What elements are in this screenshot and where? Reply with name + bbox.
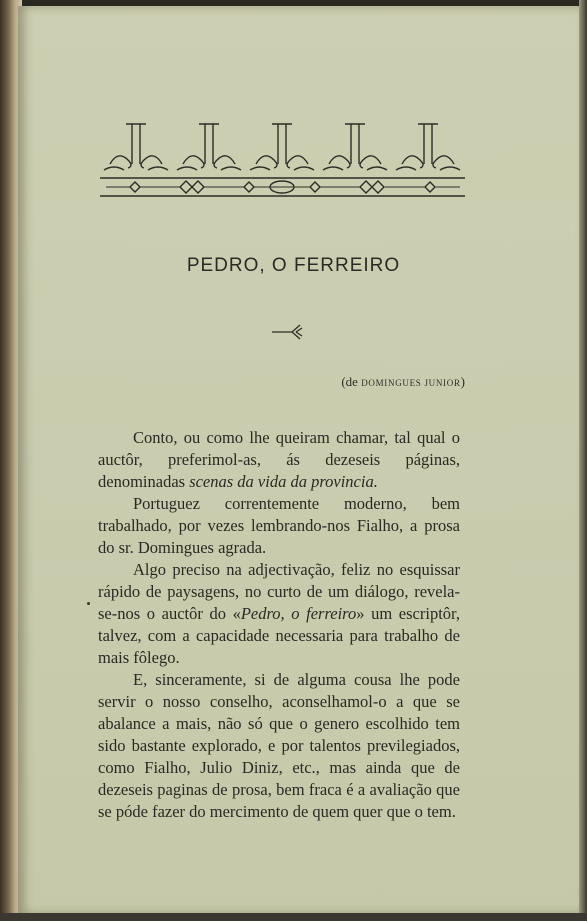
body-text <box>98 427 460 823</box>
attribution-open: (de <box>341 374 362 389</box>
paragraph: Conto, ou como lhe queiram chamar, tal qual o auctôr, preferimol-as, ás dezeseis páginas, denominadas scenas da vida da provincia. <box>98 428 460 491</box>
author-name: DOMINGUES JUNIOR <box>361 378 461 388</box>
attribution-close: ) <box>460 374 465 389</box>
paragraph: E, sinceramente, si de alguma cousa lhe pode servir o nosso conselho, aconselhamol-o a que se abalance a mais, não só que o genero escolhido tem sido bastante explorado, e por talentos previlegiados, como Fialho, Julio Diniz, etc., mas ainda que de dezeseis paginas de prosa, bem fraca é a avaliação que se póde fazer do mercimento de quem quer que o tem. <box>98 670 460 821</box>
ink-speck <box>87 602 90 605</box>
page-edge-bottom <box>0 913 587 921</box>
page-edge-right <box>579 0 587 921</box>
paragraph: Portuguez correntemente moderno, bem trabalhado, por vezes lembrando-nos Fialho, a prosa do sr. Domingues agrada. <box>98 494 460 557</box>
paragraph: Algo preciso na adjectivação, feliz no esquissar rápido de paysagens, no curto de um diálogo, revela-se-nos o auctôr do «Pedro, o ferreiro» um escriptôr, talvez, com a capacidade necessaria para trabalho de mais fôlego. <box>98 560 460 667</box>
author-attribution <box>341 374 465 390</box>
page-title: PEDRO, O FERREIRO <box>186 255 401 276</box>
decorative-header-ornament <box>100 118 465 202</box>
decorative-dash <box>270 320 310 342</box>
